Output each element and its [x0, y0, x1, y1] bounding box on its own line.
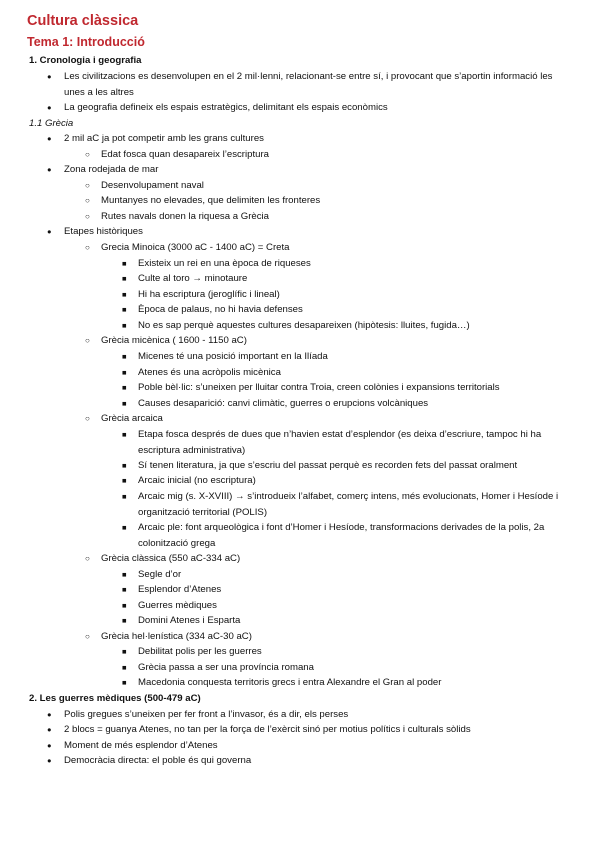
- list-item: ■ Època de palaus, no hi havia defenses: [138, 302, 303, 318]
- list-item: ■ Arcaic ple: font arqueològica i font d’Homer i Hesíode, transformacions derivades de la polis, 2a colonització grega: [138, 520, 570, 551]
- list-item: ○ Muntanyes no elevades, que delimiten les fronteres: [101, 193, 320, 209]
- list-item: ■ Guerres mèdiques: [138, 598, 217, 614]
- list-item: ● 2 blocs = guanya Atenes, no tan per la força de l’exèrcit sinó per motius polítics i culturals sòlids: [64, 722, 471, 738]
- list-item: ○ Grècia clàssica (550 aC-334 aC): [101, 551, 240, 567]
- list-item: ■ Atenes és una acròpolis micènica: [138, 365, 281, 381]
- list-item: ■ Arcaic inicial (no escriptura): [138, 473, 256, 489]
- section-heading: 1. Cronologia i geografia: [29, 55, 142, 66]
- list-item: ● Etapes històriques: [64, 224, 143, 240]
- section-heading: 2. Les guerres mèdiques (500-479 aC): [29, 693, 201, 704]
- list-item: ■ Debilitat polis per les guerres: [138, 644, 262, 660]
- list-item: ● Moment de més esplendor d’Atenes: [64, 738, 218, 754]
- list-item: ■ Sí tenen literatura, ja que s’escriu del passat perquè es recorden fets del passat oralment: [138, 458, 517, 474]
- list-item: ○ Grècia micènica ( 1600 - 1150 aC): [101, 333, 247, 349]
- list-item: ■ Micenes té una posició important en la Ilíada: [138, 349, 328, 365]
- list-item: ■ Grècia passa a ser una província romana: [138, 660, 314, 676]
- list-item: ○ Rutes navals donen la riquesa a Grècia: [101, 209, 269, 225]
- list-item: ○ Grècia hel·lenística (334 aC-30 aC): [101, 629, 252, 645]
- list-item: ■ Macedonia conquesta territoris grecs i entra Alexandre el Gran al poder: [138, 675, 441, 691]
- list-item: ○ Edat fosca quan desapareix l’escriptura: [101, 147, 269, 163]
- list-item: ■ Arcaic mig (s. X-XVIII) → s’introdueix l’alfabet, comerç intens, més evolucionats, Homer i Hesíode i organització territorial (POLIS): [138, 489, 570, 520]
- list-item: ○ Desenvolupament naval: [101, 178, 204, 194]
- list-item: ● Polis gregues s’uneixen per fer front a l’invasor, és a dir, els perses: [64, 707, 348, 723]
- topic-title: Tema 1: Introducció: [27, 35, 145, 49]
- list-item: ● 2 mil aC ja pot competir amb les grans cultures: [64, 131, 264, 147]
- subsection-heading: 1.1 Grècia: [29, 118, 74, 129]
- list-item: ● La geografia defineix els espais estratègics, delimitant els espais econòmics: [64, 100, 388, 116]
- list-item: ■ Esplendor d’Atenes: [138, 582, 221, 598]
- document-title: Cultura clàssica: [27, 13, 139, 29]
- list-item: ■ Culte al toro → minotaure: [138, 271, 247, 287]
- list-item: ■ No es sap perquè aquestes cultures desapareixen (hipòtesis: lluites, fugida…): [138, 318, 470, 334]
- list-item: ○ Grècia arcaica: [101, 411, 163, 427]
- list-item: ● Zona rodejada de mar: [64, 162, 158, 178]
- list-item: ■ Segle d’or: [138, 567, 181, 583]
- list-item: ■ Causes desaparició: canvi climàtic, guerres o erupcions volcàniques: [138, 396, 428, 412]
- list-item: ■ Domini Atenes i Esparta: [138, 613, 240, 629]
- list-item: ■ Poble bèl·lic: s’uneixen per lluitar contra Troia, creen colònies i expansions territorials: [138, 380, 500, 396]
- list-item: ■ Hi ha escriptura (jeroglífic i lineal): [138, 287, 280, 303]
- list-item: ■ Etapa fosca després de dues que n’havien estat d’esplendor (es deixa d’escriure, tampoc hi ha escriptura administrativa): [138, 427, 570, 458]
- list-item: ● Les civilitzacions es desenvolupen en el 2 mil·lenni, relacionant-se entre sí, i provocant que s’aportin informació les unes a les altres: [64, 69, 570, 100]
- list-item: ■ Existeix un rei en una època de riqueses: [138, 256, 311, 272]
- list-item: ○ Grecia Minoica (3000 aC - 1400 aC) = Creta: [101, 240, 290, 256]
- list-item: ● Democràcia directa: el poble és qui governa: [64, 753, 251, 769]
